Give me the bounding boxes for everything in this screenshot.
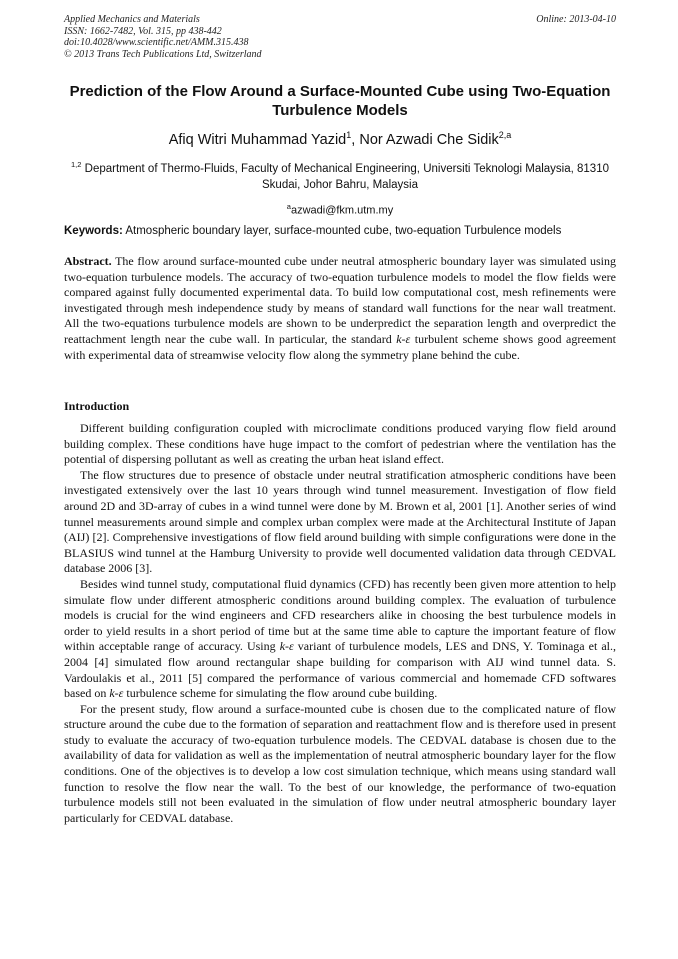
issn-line: ISSN: 1662-7482, Vol. 315, pp 438-442	[64, 25, 222, 37]
doi-line: doi:10.4028/www.scientific.net/AMM.315.438	[64, 37, 249, 48]
keywords	[64, 224, 616, 239]
keywords-label: Keywords:	[64, 225, 123, 237]
author-affiliation-marker: 1	[346, 130, 352, 140]
paragraph-text: variant of turbulence models, LES and DNS, Y. Tominaga et al., 2004 [4] simulated flow around rectangular shape building for comparison with AIJ wind tunnel data. S. Vardoulakis et al., 2011 [5] compared the performance of various commercial and homemade CFD softwares based on	[64, 639, 617, 701]
paragraph: For the present study, flow around a surface-mounted cube is chosen due to the complicated nature of flow structure around the cube due to the formation of separation and reattachment flow and is therefore used in present study to evaluate the accuracy of two-equation turbulence models. The CEDVAL database is chosen due to the availability of data for validation as well as the implementation of neutral atmospheric boundary layer for the flow conditions. One of the objectives is to develop a low cost simulation technique, which means using standard wall function to resolve the flow near the wall. To the best of our knowledge, the performance of two-equation turbulence models still not been evaluated in the simulation of flow under neutral atmospheric boundary layer particularly for CEDVAL database.	[64, 701, 616, 825]
section-heading: Introduction	[64, 399, 130, 413]
affiliation-marker: 1,2	[71, 160, 82, 169]
introduction-body	[64, 421, 616, 826]
keywords-text: Atmospheric boundary layer, surface-mounted cube, two-equation Turbulence models	[125, 225, 562, 237]
copyright-line: © 2013 Trans Tech Publications Ltd, Switzerland	[64, 48, 262, 60]
journal-meta	[64, 14, 616, 60]
journal-name: Applied Mechanics and Materials	[64, 14, 200, 25]
abstract-text: turbulent scheme shows good agreement with experimental data of streamwise velocity flow along the symmetry plane behind the cube.	[64, 331, 616, 362]
paper-title: Prediction of the Flow Around a Surface-Mounted Cube using Two-Equation Turbulence Models	[69, 83, 611, 119]
abstract-model-name: k-ε	[396, 331, 411, 346]
model-name: k-ε	[109, 686, 124, 701]
author-name: Nor Azwadi Che Sidik	[359, 131, 499, 148]
paragraph: Different building configuration coupled with microclimate conditions produced varying flow field around building complex. These conditions have huge impact to the comfort of pedestrian where the ventilation has the potential of dispersing pollutant as well as creating the urban heat island effect.	[64, 421, 616, 467]
paragraph: The flow structures due to presence of obstacle under neutral stratification atmospheric conditions have been investigated extensively over the last 10 years through wind tunnel measurement. Investigation of flow field around 2D and 3D-array of cubes in a wind tunnel were done by M. Brown et al, 2001 [1]. Another series of wind tunnel measurements around simple and complex urban complex were made at the Architectural Institute of Japan (AIJ) [2]. Comprehensive investigations of flow field around building with simple configurations were done in the BLASIUS wind tunnel at the Hamburg University to provide well documented validation data through CEDVAL database 2006 [3].	[64, 467, 616, 576]
abstract	[64, 254, 616, 363]
email-address[interactable]: azwadi@fkm.utm.my	[290, 204, 394, 217]
abstract-label: Abstract.	[64, 254, 112, 268]
contact-email	[64, 200, 616, 218]
author-name: Afiq Witri Muhammad Yazid	[168, 131, 347, 148]
author-list: Afiq Witri Muhammad Yazid$^1$, Nor Azwadi Che Sidik$^{2,a}$	[168, 130, 512, 148]
paragraph	[64, 577, 616, 702]
author-affiliation-marker: 2,a	[498, 130, 512, 140]
paragraph-text: turbulence scheme for simulating the flow around cube building.	[126, 686, 438, 701]
affiliation-text: Department of Thermo-Fluids, Faculty of Mechanical Engineering, Universiti Teknologi Malaysia, 81310 Skudai, Johor Bahru, Malaysia	[84, 162, 609, 191]
abstract-text: The flow around surface-mounted cube under neutral atmospheric boundary layer was simulated using two-equation turbulence models. The accuracy of two-equation turbulence models to model the flow fields were compared against fully documented experimental data. To build low computational cost, mesh refinements were investigated through mesh independence study by means of standard wall functions for the near wall treatment. All the two-equations turbulence models are shown to be underpredict the separation length and overpredict the reattachment length near the cube wall. In particular, the standard	[64, 254, 616, 346]
affiliation	[64, 157, 616, 193]
email-marker: a	[286, 202, 291, 211]
paragraph-text: Besides wind tunnel study, computational fluid dynamics (CFD) has recently been given more attention to help simulate flow under different atmospheric conditions around building complex. The evaluation of turbulence models is crucial for the wind engineers and CFD researchers alike in choosing the best turbulence models in order to yield results in a short period of time but at the same time able to capture the important feature of flow within acceptable range of accuracy. Using	[64, 576, 616, 654]
model-name: k-ε	[279, 639, 294, 654]
online-date: Online: 2013-04-10	[536, 14, 616, 25]
